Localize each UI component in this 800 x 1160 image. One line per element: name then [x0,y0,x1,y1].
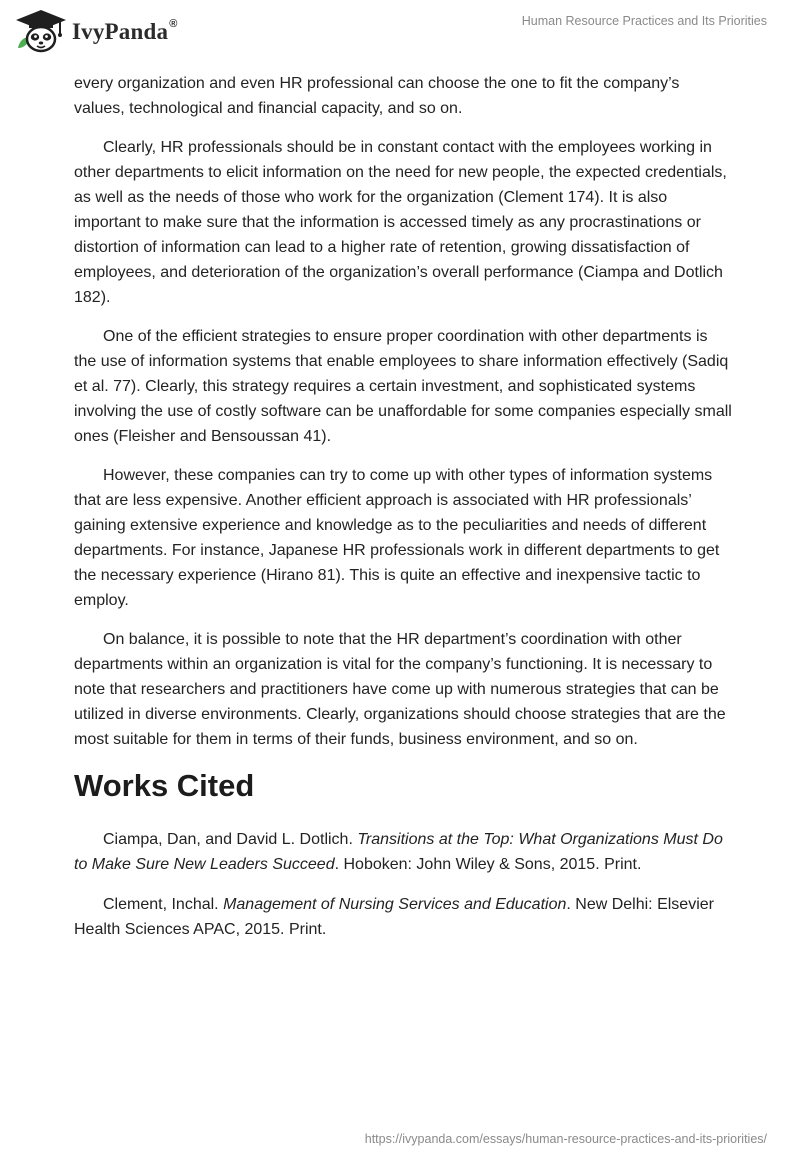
citation-authors: Ciampa, Dan, and David L. Dotlich. [103,831,358,848]
citation-entry [74,892,734,942]
source-url-link[interactable]: https://ivypanda.com/essays/human-resource-practices-and-its-priorities/ [364,1132,767,1146]
citation-title: Management of Nursing Services and Education [223,896,567,913]
citation-publication: . New Delhi: Elsevier Health Sciences APAC, 2015. Print. [74,896,714,938]
page-header [0,0,800,64]
essay-content [74,71,734,957]
citation-title: Transitions at the Top: What Organizations Must Do to Make Sure New Leaders Succeed [74,831,723,873]
paragraph: However, these companies can try to come up with other types of information systems that are less expensive. Another efficient approach is associated with HR professionals’ gaining extensive experience and knowledge as to the peculiarities and needs of different departments. For instance, Japanese HR professionals work in different departments to get the necessary experience (Hirano 81). This is quite an effective and inexpensive tactic to employ. [74,467,720,609]
ivypanda-logo[interactable] [14,8,178,54]
panda-graduate-icon [14,8,68,54]
paragraph: Clearly, HR professionals should be in constant contact with the employees working in other departments to elicit information on the need for new people, the expected credentials, as well as the needs of those who work for the organization (Clement 174). It is also important to make sure that the information is accessed timely as any procrastinations or distortion of information can lead to a higher rate of retention, growing dissatisfaction of employees, and deterioration of the organization’s overall performance (Ciampa and Dotlich 182). [74,139,727,306]
citation-entry [74,827,734,877]
paragraph: On balance, it is possible to note that the HR department’s coordination with other departments within an organization is vital for the company’s functioning. It is necessary to note that researchers and practitioners have come up with numerous strategies that can be utilized in diverse environments. Clearly, organizations should choose strategies that are the most suitable for them in terms of their funds, business environment, and so on. [74,631,726,748]
paragraph: every organization and even HR professional can choose the one to fit the company’s values, technological and financial capacity, and so on. [74,75,680,117]
brand-name: IvyPanda® [72,17,178,44]
works-cited-heading: Works Cited [74,768,255,803]
document-title: Human Resource Practices and Its Priorities [521,14,767,28]
citation-authors: Clement, Inchal. [103,896,224,913]
citation-publication: . Hoboken: John Wiley & Sons, 2015. Print. [334,856,642,873]
paragraph: One of the efficient strategies to ensure proper coordination with other departments is the use of information systems that enable employees to share information effectively (Sadiq et al. 77). Clearly, this strategy requires a certain investment, and sophisticated systems involving the use of costly software can be unaffordable for some companies especially small ones (Fleisher and Bensoussan 41). [74,328,732,445]
